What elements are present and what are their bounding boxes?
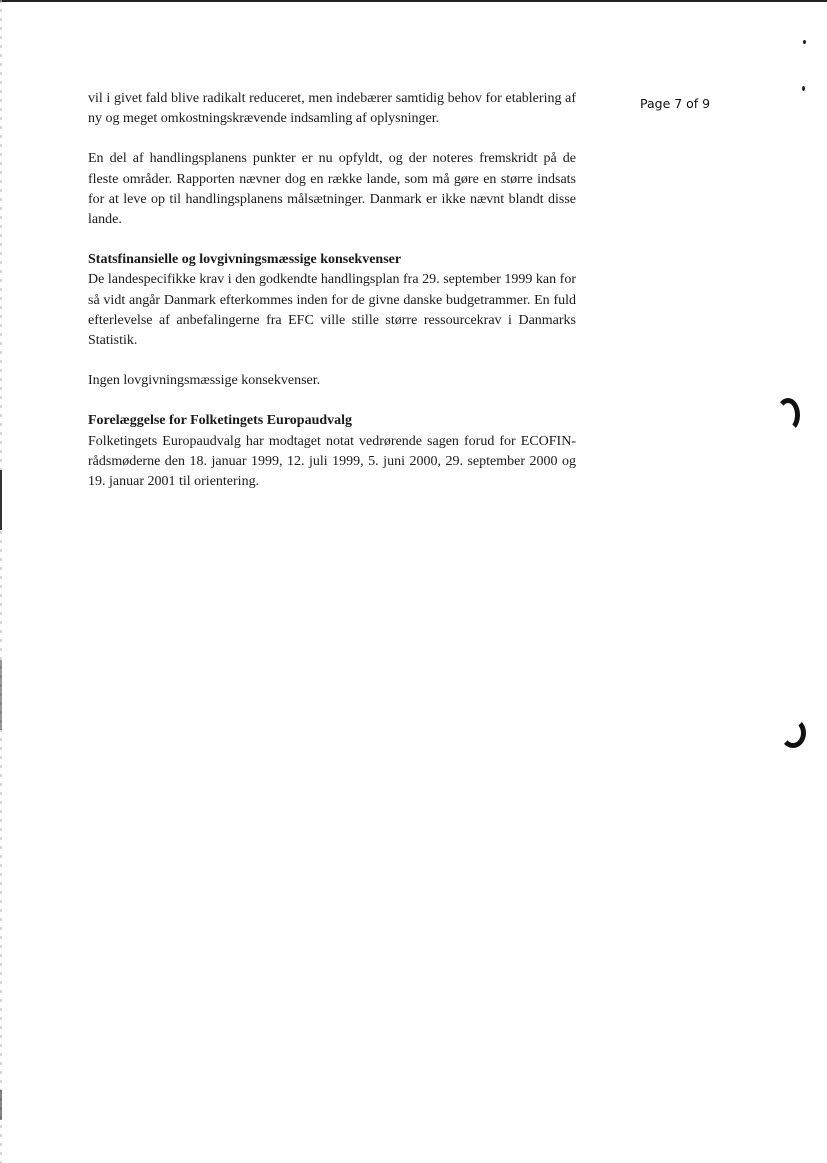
- document-body: [88, 89, 576, 512]
- scan-speck: [802, 86, 805, 91]
- scan-speck: [803, 40, 806, 44]
- left-scan-mark: [0, 470, 2, 530]
- section-europe-committee: [88, 411, 576, 492]
- left-scan-mark: [0, 660, 2, 730]
- section-consequences: [88, 250, 576, 391]
- section-heading-consequences: Statsfinansielle og lovgivningsmæssige konsekvenser: [88, 252, 402, 268]
- paragraph-1: vil i givet fald blive radikalt reduceret, men indebærer samtidig behov for etablering af ny og meget omkostningskrævende indsamling af oplysninger.: [88, 91, 576, 127]
- section-heading-europe-committee: Forelæggelse for Folketingets Europaudvalg: [88, 413, 353, 429]
- left-scan-edge: [0, 0, 2, 1163]
- punch-hole-mark: [776, 398, 800, 432]
- section-body-europe-committee: Folketingets Europaudvalg har modtaget notat vedrørende sagen forud for ECOFIN-rådsmøderne den 18. januar 1999, 12. juli 1999, 5. juni 2000, 29. september 2000 og 19. januar 2001 til orientering.: [88, 433, 576, 490]
- section-body-consequences: De landespecifikke krav i den godkendte handlingsplan fra 29. september 1999 kan for så vidt angår Danmark efterkommes inden for de givne danske budgetrammer. En fuld efterlevelse af anbefalingerne fra EFC ville stille større ressourcekrav i Danmarks Statistik.: [88, 272, 576, 349]
- left-scan-mark: [0, 1090, 2, 1120]
- page-number: Page 7 of 9: [640, 96, 711, 111]
- top-scan-edge: [0, 0, 827, 2]
- paragraph-2: En del af handlingsplanens punkter er nu opfyldt, og der noteres fremskridt på de fleste områder. Rapporten nævner dog en række lande, som må gøre en større indsats for at leve op til handlingsplanens målsætninger. Danmark er ikke nævnt blandt disse lande.: [88, 151, 576, 228]
- section-note-consequences: Ingen lovgivningsmæssige konsekvenser.: [88, 373, 321, 389]
- punch-hole-mark: [780, 718, 806, 748]
